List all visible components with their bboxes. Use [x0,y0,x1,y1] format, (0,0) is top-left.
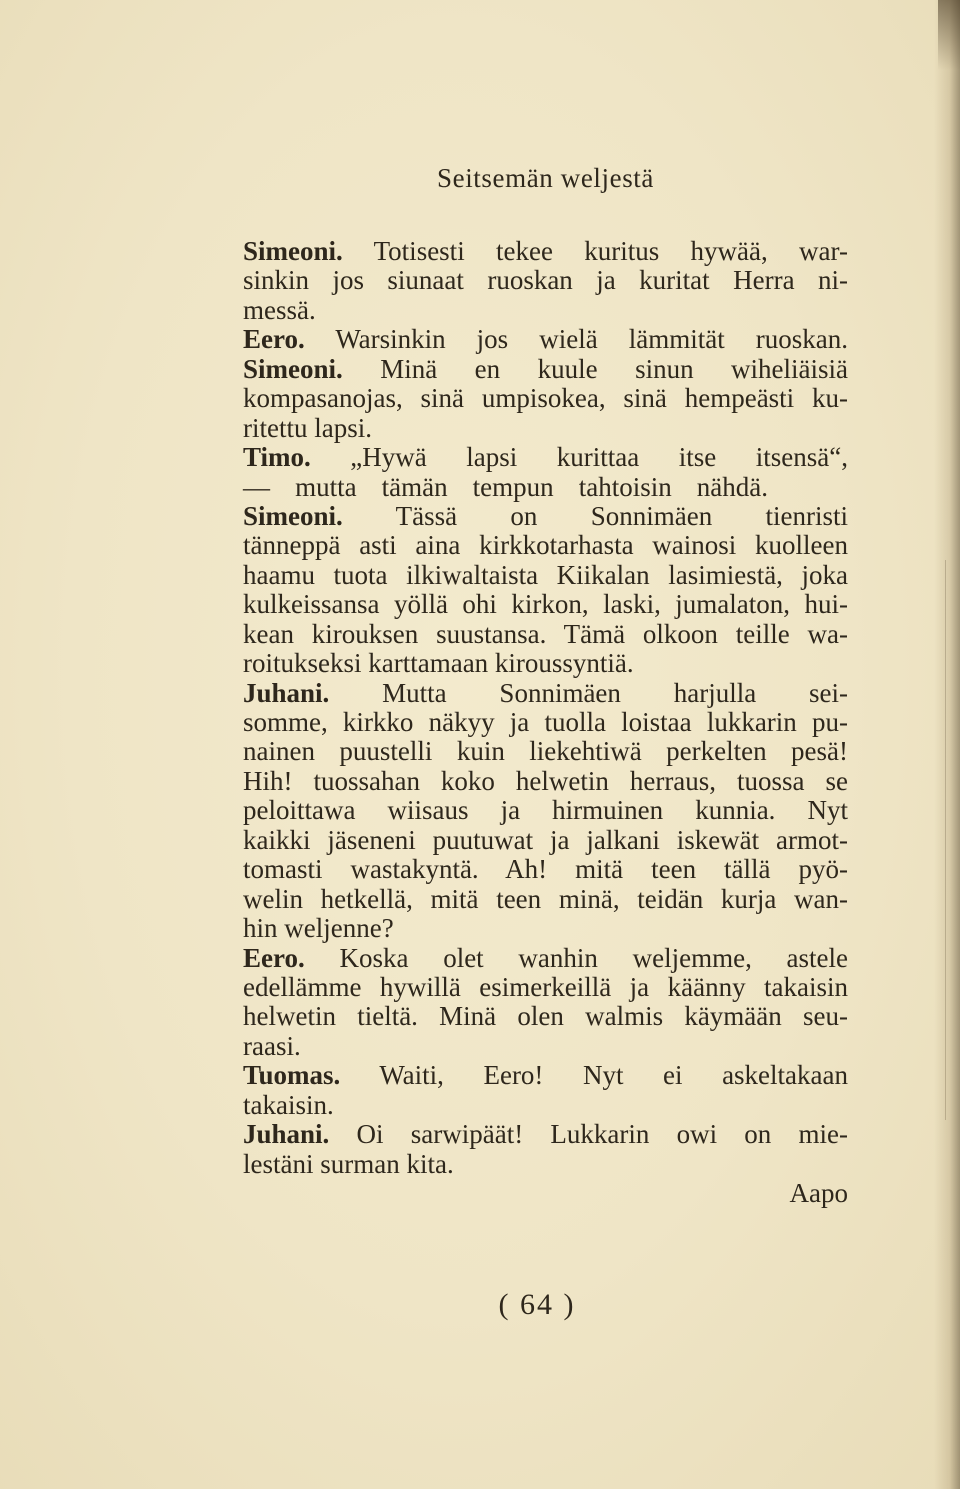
speaker-name: Simeoni. [243,236,343,266]
text-line: nainen puustelli kuin liekehtiwä perkelten pesä! [243,736,848,767]
text-line [243,502,848,531]
speaker-name: Simeoni. [243,500,343,531]
text-line: kulkeissansa yöllä ohi kirkon, laski, jumalaton, hui- [243,589,848,620]
text-line [243,944,848,973]
text-line: lestäni surman kita. [243,1148,454,1179]
text-line [243,325,848,354]
text-line [243,1120,848,1149]
text-line: takaisin. [243,1089,334,1120]
line-text: Tässä on Sonnimäen tienristi [395,500,849,531]
text-line: hin weljenne? [243,913,394,944]
text-line: sinkin jos siunaat ruoskan ja kuritat Herra ni- [243,265,848,296]
text-line: kean kirouksen suustansa. Tämä olkoon teille wa- [243,618,848,649]
page-number: ( 64 ) [498,1288,576,1321]
text-line [243,1061,848,1090]
catchword: Aapo [789,1178,848,1208]
text-line: — mutta tämän tempun tahtoisin nähdä. [243,471,768,502]
text-line [243,355,848,384]
text-line [243,679,848,708]
text-line [243,237,848,266]
text-line: helwetin tieltä. Minä olen walmis käymään seu- [243,1001,848,1032]
text-line: kompasanojas, sinä umpisokea, sinä hempeästi ku- [243,383,848,414]
speaker-name: Eero. [243,942,305,973]
text-line: tänneppä asti aina kirkkotarhasta wainosi kuolleen [243,530,848,561]
speaker-name: Simeoni. [243,353,343,384]
text-line: roitukseksi karttamaan kiroussyntiä. [243,648,634,679]
running-title: Seitsemän weljestä [437,163,654,193]
line-text: Koska olet wanhin weljemme, astele [339,942,849,973]
text-line: welin hetkellä, mitä teen minä, teidän kurja wan- [243,883,848,914]
page-corner-shadow [938,0,960,70]
speaker-name: Eero. [243,324,305,355]
line-text: Oi sarwipäät! Lukkarin owi on mie- [356,1119,849,1150]
line-text: „Hywä lapsi kurittaa itse itsensä“, [350,442,849,473]
page-edge-line [945,560,946,1120]
line-text: Warsinkin jos wielä lämmität ruoskan. [335,324,848,355]
text-line: somme, kirkko näkyy ja tuolla loistaa lukkarin pu- [243,707,848,737]
text-line: raasi. [243,1030,301,1061]
speaker-name: Juhani. [243,1119,330,1150]
line-text: Totisesti tekee kuritus hywää, war- [373,236,848,266]
text-line: edellämme hywillä esimerkeillä ja käänny takaisin [243,971,848,1002]
text-line: peloittawa wiisaus ja hirmuinen kunnia. Nyt [243,795,848,826]
line-text: Mutta Sonnimäen harjulla sei- [382,677,848,708]
text-line: haamu tuota ilkiwaltaista Kiikalan lasimiestä, joka [243,559,848,590]
text-line: tomasti wastakyntä. Ah! mitä teen tällä pyö- [243,854,848,885]
line-text: Minä en kuule sinun wiheliäisiä [380,353,849,384]
text-line: kaikki jäseneni puutuwat ja jalkani iskewät armot- [243,824,848,855]
text-line: ritettu lapsi. [243,412,372,443]
speaker-name: Timo. [243,442,311,473]
text-line [243,443,848,472]
text-line: Hih! tuossahan koko helwetin herraus, tuossa se [243,765,848,796]
speaker-name: Juhani. [243,677,330,708]
line-text: Waiti, Eero! Nyt ei askeltakaan [379,1060,848,1091]
dialogue-text [243,237,848,1208]
text-line: messä. [243,294,316,325]
page-edge-shadow [934,0,960,1489]
speaker-name: Tuomas. [243,1060,341,1091]
